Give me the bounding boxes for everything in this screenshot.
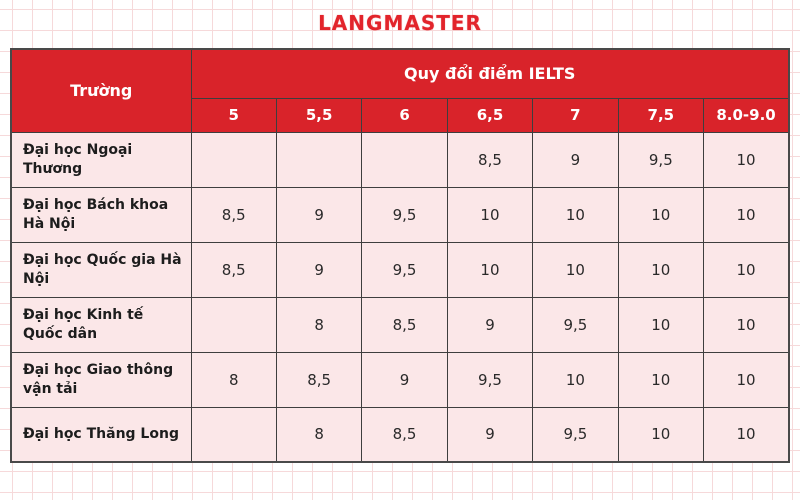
band-header-8-9: 8.0-9.0	[704, 98, 789, 132]
score-cell	[191, 297, 276, 352]
score-cell: 10	[704, 132, 789, 187]
school-cell: Đại học Thăng Long	[11, 407, 191, 462]
band-header-7: 7	[533, 98, 618, 132]
score-cell: 10	[618, 187, 703, 242]
school-cell: Đại học Ngoại Thương	[11, 132, 191, 187]
score-cell: 9,5	[362, 242, 447, 297]
table-row	[11, 297, 789, 352]
score-cell: 10	[704, 407, 789, 462]
score-cell	[362, 132, 447, 187]
score-cell: 10	[704, 297, 789, 352]
band-header-7-5: 7,5	[618, 98, 703, 132]
score-cell: 10	[618, 407, 703, 462]
score-cell: 9,5	[533, 407, 618, 462]
score-cell: 10	[704, 242, 789, 297]
score-cell: 9	[447, 297, 532, 352]
ielts-group-header: Quy đổi điểm IELTS	[191, 49, 789, 98]
score-cell: 9	[362, 352, 447, 407]
score-cell: 8,5	[191, 187, 276, 242]
score-cell	[191, 132, 276, 187]
table-body	[11, 132, 789, 462]
score-cell: 8	[276, 407, 361, 462]
school-column-header: Trường	[11, 49, 191, 132]
score-cell: 9,5	[533, 297, 618, 352]
score-cell: 10	[447, 242, 532, 297]
table-row	[11, 132, 789, 187]
band-header-5-5: 5,5	[276, 98, 361, 132]
score-cell: 9	[447, 407, 532, 462]
score-cell: 8	[276, 297, 361, 352]
school-cell: Đại học Quốc gia Hà Nội	[11, 242, 191, 297]
score-cell: 10	[704, 187, 789, 242]
score-cell: 9,5	[362, 187, 447, 242]
score-cell: 9,5	[618, 132, 703, 187]
score-cell: 10	[618, 352, 703, 407]
table-row	[11, 187, 789, 242]
table-row	[11, 407, 789, 462]
ielts-conversion-table	[10, 48, 790, 463]
table-header	[11, 49, 789, 132]
school-cell: Đại học Bách khoa Hà Nội	[11, 187, 191, 242]
score-cell: 9	[276, 242, 361, 297]
score-cell: 8,5	[362, 297, 447, 352]
score-cell: 10	[618, 297, 703, 352]
school-cell: Đại học Kinh tế Quốc dân	[11, 297, 191, 352]
table-row	[11, 242, 789, 297]
score-cell: 9	[533, 132, 618, 187]
band-header-6: 6	[362, 98, 447, 132]
band-header-6-5: 6,5	[447, 98, 532, 132]
header-row-group	[11, 49, 789, 98]
langmaster-logo: LANGMASTER	[318, 11, 482, 35]
score-cell: 10	[447, 187, 532, 242]
score-cell: 8	[191, 352, 276, 407]
score-cell: 8,5	[362, 407, 447, 462]
score-cell: 10	[618, 242, 703, 297]
score-cell: 8,5	[276, 352, 361, 407]
score-cell: 10	[533, 187, 618, 242]
table-row	[11, 352, 789, 407]
score-cell	[276, 132, 361, 187]
score-cell: 10	[533, 242, 618, 297]
score-cell: 9	[276, 187, 361, 242]
band-header-5: 5	[191, 98, 276, 132]
score-cell: 9,5	[447, 352, 532, 407]
score-cell: 8,5	[191, 242, 276, 297]
score-cell: 10	[533, 352, 618, 407]
school-cell: Đại học Giao thông vận tải	[11, 352, 191, 407]
score-cell	[191, 407, 276, 462]
score-cell: 10	[704, 352, 789, 407]
score-cell: 8,5	[447, 132, 532, 187]
